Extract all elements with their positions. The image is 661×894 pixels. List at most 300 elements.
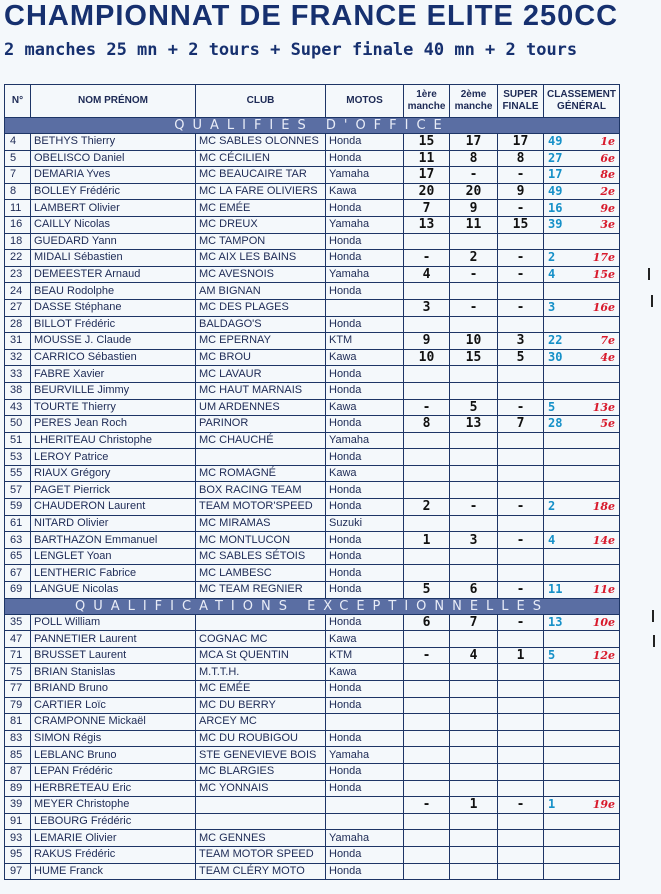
manche1-points bbox=[404, 730, 450, 747]
manche1-points bbox=[404, 846, 450, 863]
manche2-points bbox=[450, 465, 498, 482]
rider-club: MC LAMBESC bbox=[196, 565, 326, 582]
rider-name: FABRE Xavier bbox=[31, 366, 196, 383]
super-finale-points: - bbox=[498, 167, 544, 184]
table-row bbox=[5, 582, 620, 599]
results-table bbox=[4, 84, 620, 880]
manche1-points: 17 bbox=[404, 167, 450, 184]
table-row bbox=[5, 548, 620, 565]
manche1-points: 13 bbox=[404, 216, 450, 233]
header-club: CLUB bbox=[196, 85, 326, 118]
manche1-points: - bbox=[404, 797, 450, 814]
manche1-points bbox=[404, 449, 450, 466]
rider-number: 16 bbox=[5, 216, 31, 233]
rider-club bbox=[196, 614, 326, 631]
table-row bbox=[5, 150, 620, 167]
manche2-points: 2 bbox=[450, 250, 498, 267]
rider-number: 69 bbox=[5, 582, 31, 599]
margin-mark bbox=[651, 295, 653, 307]
table-row bbox=[5, 333, 620, 350]
super-finale-points: 17 bbox=[498, 134, 544, 151]
table-row bbox=[5, 216, 620, 233]
rider-moto: Honda bbox=[326, 681, 404, 698]
classement-cell bbox=[544, 449, 620, 466]
manche1-points bbox=[404, 697, 450, 714]
rider-club: MC SABLES SÉTOIS bbox=[196, 548, 326, 565]
rider-number: 53 bbox=[5, 449, 31, 466]
super-finale-points bbox=[498, 382, 544, 399]
rider-number: 4 bbox=[5, 134, 31, 151]
rider-number: 63 bbox=[5, 532, 31, 549]
rider-moto: Honda bbox=[326, 449, 404, 466]
rider-number: 24 bbox=[5, 283, 31, 300]
total-points: 49 bbox=[548, 134, 563, 149]
manche2-points: 10 bbox=[450, 333, 498, 350]
rider-number: 57 bbox=[5, 482, 31, 499]
classement-cell bbox=[544, 763, 620, 780]
rider-moto: Kawa bbox=[326, 183, 404, 200]
manche2-points: 9 bbox=[450, 200, 498, 217]
manche2-points bbox=[450, 747, 498, 764]
final-rank: 15e bbox=[592, 268, 615, 282]
classement-cell bbox=[544, 830, 620, 847]
manche1-points bbox=[404, 681, 450, 698]
rider-moto: Honda bbox=[326, 250, 404, 267]
final-rank: 13e bbox=[592, 400, 615, 414]
table-row bbox=[5, 631, 620, 648]
total-points: 28 bbox=[548, 416, 563, 431]
rider-moto: KTM bbox=[326, 647, 404, 664]
classement-cell bbox=[544, 366, 620, 383]
total-points: 49 bbox=[548, 184, 563, 199]
rider-name: SIMON Régis bbox=[31, 730, 196, 747]
rider-number: 31 bbox=[5, 333, 31, 350]
rider-club: TEAM MOTOR'SPEED bbox=[196, 499, 326, 516]
header-number: N° bbox=[5, 85, 31, 118]
total-points: 16 bbox=[548, 200, 563, 215]
rider-moto bbox=[326, 797, 404, 814]
rider-name: LEPAN Frédéric bbox=[31, 763, 196, 780]
rider-number: 93 bbox=[5, 830, 31, 847]
rider-number: 8 bbox=[5, 183, 31, 200]
rider-moto: Suzuki bbox=[326, 515, 404, 532]
rider-number: 59 bbox=[5, 499, 31, 516]
table-row bbox=[5, 763, 620, 780]
rider-name: LENTHERIC Fabrice bbox=[31, 565, 196, 582]
header-name: NOM PRÉNOM bbox=[31, 85, 196, 118]
manche2-points bbox=[450, 449, 498, 466]
super-finale-points bbox=[498, 548, 544, 565]
table-row bbox=[5, 863, 620, 880]
table-row bbox=[5, 399, 620, 416]
super-finale-points bbox=[498, 664, 544, 681]
manche2-points: - bbox=[450, 167, 498, 184]
table-row bbox=[5, 183, 620, 200]
super-finale-points: 3 bbox=[498, 333, 544, 350]
table-row bbox=[5, 747, 620, 764]
total-points: 22 bbox=[548, 333, 563, 348]
table-row bbox=[5, 499, 620, 516]
manche2-points bbox=[450, 681, 498, 698]
super-finale-points bbox=[498, 681, 544, 698]
super-finale-points: 7 bbox=[498, 416, 544, 433]
manche1-points bbox=[404, 863, 450, 880]
rider-moto: Yamaha bbox=[326, 432, 404, 449]
manche2-points: 15 bbox=[450, 349, 498, 366]
rider-club: MC GENNES bbox=[196, 830, 326, 847]
super-finale-points bbox=[498, 283, 544, 300]
manche2-points: 8 bbox=[450, 150, 498, 167]
rider-number: 27 bbox=[5, 299, 31, 316]
manche1-points bbox=[404, 664, 450, 681]
table-row bbox=[5, 366, 620, 383]
rider-number: 71 bbox=[5, 647, 31, 664]
rider-moto: Kawa bbox=[326, 465, 404, 482]
rider-moto: Yamaha bbox=[326, 747, 404, 764]
final-rank: 14e bbox=[592, 533, 615, 547]
rider-moto: Honda bbox=[326, 499, 404, 516]
rider-club: MC EPERNAY bbox=[196, 333, 326, 350]
final-rank: 17e bbox=[592, 251, 615, 265]
final-rank: 3e bbox=[600, 218, 615, 232]
super-finale-points: - bbox=[498, 532, 544, 549]
rider-club: MC HAUT MARNAIS bbox=[196, 382, 326, 399]
rider-club: MC BEAUCAIRE TAR bbox=[196, 167, 326, 184]
rider-number: 87 bbox=[5, 763, 31, 780]
rider-number: 50 bbox=[5, 416, 31, 433]
total-points: 13 bbox=[548, 614, 563, 629]
total-points: 5 bbox=[548, 399, 556, 414]
rider-club: MC YONNAIS bbox=[196, 780, 326, 797]
manche2-points bbox=[450, 432, 498, 449]
manche1-points bbox=[404, 233, 450, 250]
rider-number: 35 bbox=[5, 614, 31, 631]
rider-number: 28 bbox=[5, 316, 31, 333]
rider-name: HERBRETEAU Eric bbox=[31, 780, 196, 797]
manche2-points: - bbox=[450, 299, 498, 316]
rider-club: PARINOR bbox=[196, 416, 326, 433]
super-finale-points: 1 bbox=[498, 647, 544, 664]
table-row bbox=[5, 797, 620, 814]
rider-number: 95 bbox=[5, 846, 31, 863]
rider-moto: Honda bbox=[326, 697, 404, 714]
manche1-points bbox=[404, 631, 450, 648]
rider-moto: Honda bbox=[326, 233, 404, 250]
rider-name: CARRICO Sébastien bbox=[31, 349, 196, 366]
table-row bbox=[5, 200, 620, 217]
super-finale-points: - bbox=[498, 266, 544, 283]
page-title: CHAMPIONNAT DE FRANCE ELITE 250CC bbox=[4, 0, 619, 32]
final-rank: 2e bbox=[600, 185, 615, 199]
super-finale-points bbox=[498, 233, 544, 250]
rider-number: 61 bbox=[5, 515, 31, 532]
manche1-points: 5 bbox=[404, 582, 450, 599]
manche1-points bbox=[404, 780, 450, 797]
rider-number: 18 bbox=[5, 233, 31, 250]
manche1-points bbox=[404, 316, 450, 333]
rider-club: MC BLARGIES bbox=[196, 763, 326, 780]
table-row bbox=[5, 697, 620, 714]
super-finale-points bbox=[498, 432, 544, 449]
classement-cell bbox=[544, 233, 620, 250]
table-row bbox=[5, 465, 620, 482]
rider-club: BALDAGO'S bbox=[196, 316, 326, 333]
rider-moto: Honda bbox=[326, 283, 404, 300]
final-rank: 16e bbox=[592, 301, 615, 315]
manche2-points bbox=[450, 813, 498, 830]
rider-moto: Honda bbox=[326, 482, 404, 499]
total-points: 27 bbox=[548, 150, 563, 165]
rider-number: 39 bbox=[5, 797, 31, 814]
table-row bbox=[5, 664, 620, 681]
super-finale-points: 9 bbox=[498, 183, 544, 200]
rider-name: TOURTE Thierry bbox=[31, 399, 196, 416]
super-finale-points bbox=[498, 316, 544, 333]
rider-club: COGNAC MC bbox=[196, 631, 326, 648]
rider-club bbox=[196, 813, 326, 830]
manche1-points: 11 bbox=[404, 150, 450, 167]
classement-cell bbox=[544, 200, 620, 217]
classement-cell bbox=[544, 647, 620, 664]
rider-club: MC CÉCILIEN bbox=[196, 150, 326, 167]
rider-moto bbox=[326, 813, 404, 830]
rider-club: UM ARDENNES bbox=[196, 399, 326, 416]
super-finale-points bbox=[498, 482, 544, 499]
manche2-points: - bbox=[450, 266, 498, 283]
manche2-points bbox=[450, 714, 498, 731]
rider-club: MC EMÉE bbox=[196, 681, 326, 698]
rider-name: CHAUDERON Laurent bbox=[31, 499, 196, 516]
manche2-points: 20 bbox=[450, 183, 498, 200]
super-finale-points: 8 bbox=[498, 150, 544, 167]
manche1-points bbox=[404, 548, 450, 565]
super-finale-points bbox=[498, 780, 544, 797]
final-rank: 1e bbox=[600, 135, 615, 149]
rider-number: 65 bbox=[5, 548, 31, 565]
manche1-points bbox=[404, 382, 450, 399]
rider-club: MC BROU bbox=[196, 349, 326, 366]
rider-number: 97 bbox=[5, 863, 31, 880]
rider-moto: Honda bbox=[326, 730, 404, 747]
table-row bbox=[5, 714, 620, 731]
manche1-points: 10 bbox=[404, 349, 450, 366]
final-rank: 9e bbox=[600, 201, 615, 215]
rider-moto: Kawa bbox=[326, 399, 404, 416]
rider-moto: Honda bbox=[326, 532, 404, 549]
total-points: 17 bbox=[548, 167, 563, 182]
table-row bbox=[5, 349, 620, 366]
super-finale-points: - bbox=[498, 250, 544, 267]
rider-moto: Kawa bbox=[326, 349, 404, 366]
rider-name: PAGET Pierrick bbox=[31, 482, 196, 499]
classement-cell bbox=[544, 565, 620, 582]
table-row bbox=[5, 382, 620, 399]
rider-name: NITARD Olivier bbox=[31, 515, 196, 532]
rider-moto: Honda bbox=[326, 565, 404, 582]
classement-cell bbox=[544, 681, 620, 698]
rider-name: LHERITEAU Christophe bbox=[31, 432, 196, 449]
manche2-points bbox=[450, 382, 498, 399]
rider-name: MEYER Christophe bbox=[31, 797, 196, 814]
rider-number: 85 bbox=[5, 747, 31, 764]
manche1-points: 15 bbox=[404, 134, 450, 151]
rider-number: 83 bbox=[5, 730, 31, 747]
section-header bbox=[5, 118, 620, 134]
classement-cell bbox=[544, 582, 620, 599]
rider-club: MC DU ROUBIGOU bbox=[196, 730, 326, 747]
rider-number: 22 bbox=[5, 250, 31, 267]
table-row bbox=[5, 647, 620, 664]
rider-club: MC DREUX bbox=[196, 216, 326, 233]
manche2-points bbox=[450, 846, 498, 863]
manche2-points: 7 bbox=[450, 614, 498, 631]
table-row bbox=[5, 233, 620, 250]
classement-cell bbox=[544, 614, 620, 631]
super-finale-points bbox=[498, 763, 544, 780]
rider-moto: Honda bbox=[326, 316, 404, 333]
rider-number: 11 bbox=[5, 200, 31, 217]
section-title: QUALIFICATIONS EXCEPTIONNELLES bbox=[5, 598, 620, 614]
classement-cell bbox=[544, 134, 620, 151]
table-row bbox=[5, 830, 620, 847]
classement-cell bbox=[544, 532, 620, 549]
rider-moto: Honda bbox=[326, 366, 404, 383]
rider-moto: Honda bbox=[326, 416, 404, 433]
table-row bbox=[5, 482, 620, 499]
rider-name: RIAUX Grégory bbox=[31, 465, 196, 482]
margin-mark bbox=[648, 268, 650, 280]
super-finale-points: - bbox=[498, 797, 544, 814]
rider-number: 38 bbox=[5, 382, 31, 399]
rider-number: 55 bbox=[5, 465, 31, 482]
manche1-points bbox=[404, 482, 450, 499]
table-row bbox=[5, 813, 620, 830]
rider-name: BARTHAZON Emmanuel bbox=[31, 532, 196, 549]
manche2-points bbox=[450, 515, 498, 532]
final-rank: 11e bbox=[592, 583, 615, 597]
manche2-points bbox=[450, 697, 498, 714]
rider-number: 51 bbox=[5, 432, 31, 449]
total-points: 2 bbox=[548, 499, 556, 514]
rider-moto: Honda bbox=[326, 780, 404, 797]
table-row bbox=[5, 532, 620, 549]
manche2-points: 4 bbox=[450, 647, 498, 664]
rider-moto: Kawa bbox=[326, 664, 404, 681]
rider-moto bbox=[326, 299, 404, 316]
super-finale-points bbox=[498, 846, 544, 863]
rider-name: RAKUS Frédéric bbox=[31, 846, 196, 863]
manche2-points: 6 bbox=[450, 582, 498, 599]
super-finale-points: 15 bbox=[498, 216, 544, 233]
manche1-points: - bbox=[404, 399, 450, 416]
classement-cell bbox=[544, 863, 620, 880]
rider-moto: Honda bbox=[326, 134, 404, 151]
rider-moto: Honda bbox=[326, 582, 404, 599]
classement-cell bbox=[544, 482, 620, 499]
super-finale-points bbox=[498, 714, 544, 731]
header-manche1: 1ère manche bbox=[404, 85, 450, 118]
rider-name: CAILLY Nicolas bbox=[31, 216, 196, 233]
manche1-points bbox=[404, 283, 450, 300]
manche1-points bbox=[404, 830, 450, 847]
manche1-points bbox=[404, 714, 450, 731]
manche1-points bbox=[404, 432, 450, 449]
rider-number: 23 bbox=[5, 266, 31, 283]
table-row bbox=[5, 266, 620, 283]
rider-name: BOLLEY Frédéric bbox=[31, 183, 196, 200]
manche1-points bbox=[404, 565, 450, 582]
manche1-points bbox=[404, 465, 450, 482]
rider-moto bbox=[326, 714, 404, 731]
manche1-points: 9 bbox=[404, 333, 450, 350]
rider-name: PANNETIER Laurent bbox=[31, 631, 196, 648]
rider-name: BEURVILLE Jimmy bbox=[31, 382, 196, 399]
table-row bbox=[5, 515, 620, 532]
rider-moto: Honda bbox=[326, 200, 404, 217]
table-row bbox=[5, 134, 620, 151]
manche1-points bbox=[404, 763, 450, 780]
table-row bbox=[5, 416, 620, 433]
super-finale-points bbox=[498, 631, 544, 648]
classement-cell bbox=[544, 266, 620, 283]
rider-club: MC AIX LES BAINS bbox=[196, 250, 326, 267]
manche2-points bbox=[450, 863, 498, 880]
rider-club: M.T.T.H. bbox=[196, 664, 326, 681]
rider-name: BRUSSET Laurent bbox=[31, 647, 196, 664]
rider-club: BOX RACING TEAM bbox=[196, 482, 326, 499]
table-body bbox=[5, 118, 620, 880]
rider-name: PERES Jean Roch bbox=[31, 416, 196, 433]
super-finale-points: - bbox=[498, 200, 544, 217]
super-finale-points: - bbox=[498, 299, 544, 316]
super-finale-points bbox=[498, 565, 544, 582]
classement-cell bbox=[544, 283, 620, 300]
classement-cell bbox=[544, 250, 620, 267]
rider-name: DEMEESTER Arnaud bbox=[31, 266, 196, 283]
super-finale-points: - bbox=[498, 499, 544, 516]
table-row bbox=[5, 283, 620, 300]
rider-club: MC LAVAUR bbox=[196, 366, 326, 383]
rider-club bbox=[196, 449, 326, 466]
table-row bbox=[5, 167, 620, 184]
rider-number: 81 bbox=[5, 714, 31, 731]
table-row bbox=[5, 299, 620, 316]
classement-cell bbox=[544, 515, 620, 532]
table-row bbox=[5, 846, 620, 863]
total-points: 3 bbox=[548, 300, 556, 315]
total-points: 4 bbox=[548, 267, 556, 282]
super-finale-points: - bbox=[498, 582, 544, 599]
rider-club: ARCEY MC bbox=[196, 714, 326, 731]
manche2-points bbox=[450, 780, 498, 797]
manche1-points bbox=[404, 813, 450, 830]
classement-cell bbox=[544, 813, 620, 830]
rider-name: LEBOURG Frédéric bbox=[31, 813, 196, 830]
classement-cell bbox=[544, 797, 620, 814]
rider-club: MC MONTLUCON bbox=[196, 532, 326, 549]
margin-mark bbox=[652, 610, 654, 622]
table-row bbox=[5, 316, 620, 333]
final-rank: 18e bbox=[592, 500, 615, 514]
rider-club: AM BIGNAN bbox=[196, 283, 326, 300]
table-row bbox=[5, 565, 620, 582]
super-finale-points bbox=[498, 813, 544, 830]
final-rank: 19e bbox=[592, 798, 615, 812]
rider-name: LEMARIE Olivier bbox=[31, 830, 196, 847]
classement-cell bbox=[544, 183, 620, 200]
super-finale-points bbox=[498, 730, 544, 747]
rider-number: 43 bbox=[5, 399, 31, 416]
